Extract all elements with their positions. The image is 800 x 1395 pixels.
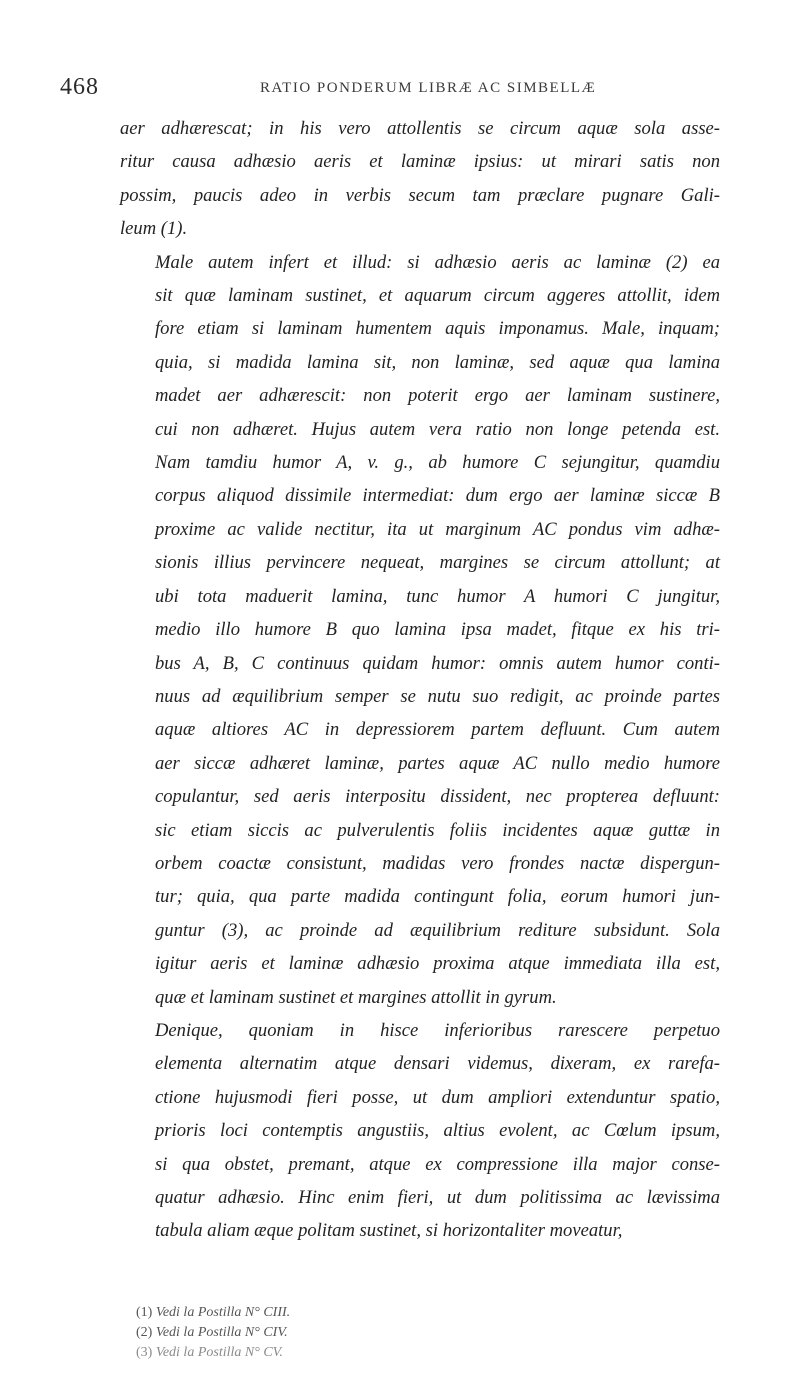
text-line: prioris loci contemptis angustiis, altius evolent, ac Cœlum ipsum, xyxy=(155,1120,720,1142)
text-line: copulantur, sed aeris interpositu dissident, nec propterea defluunt: xyxy=(155,786,720,808)
text-line: tur; quia, qua parte madida contingunt folia, eorum humori jun- xyxy=(155,886,720,908)
footnotes xyxy=(136,1303,536,1363)
footnote-text: Vedi la Postilla N° CIV. xyxy=(155,1325,288,1340)
text-line: medio illo humore B quo lamina ipsa madet, fitque ex his tri- xyxy=(155,619,720,641)
footnote-text: Vedi la Postilla N° CIII. xyxy=(155,1305,291,1320)
footnote xyxy=(136,1343,536,1363)
text-line: Denique, quoniam in hisce inferioribus rarescere perpetuo xyxy=(155,1019,720,1041)
text-line: guntur (3), ac proinde ad æquilibrium rediture subsidunt. Sola xyxy=(155,919,720,941)
text-line: leum (1). xyxy=(120,218,188,240)
text-line: madet aer adhærescit: non poterit ergo aer laminam sustinere, xyxy=(155,385,720,407)
text-line: Male autem infert et illud: si adhæsio aeris ac laminæ (2) ea xyxy=(155,251,720,273)
footnote xyxy=(136,1303,536,1323)
text-line: orbem coactæ consistunt, madidas vero frondes nactæ dispergun- xyxy=(155,852,720,874)
text-line: quia, si madida lamina sit, non laminæ, sed aquæ qua lamina xyxy=(155,351,720,373)
footnote-mark: (1) xyxy=(136,1305,156,1320)
text-line: bus A, B, C continuus quidam humor: omnis autem humor conti- xyxy=(155,652,720,674)
running-head: RATIO PONDERUM LIBRÆ AC SIMBELLÆ xyxy=(260,80,597,96)
text-line: aer siccæ adhæret laminæ, partes aquæ AC nullo medio humore xyxy=(155,752,720,774)
text-line: elementa alternatim atque densari videmus, dixeram, ex rarefa- xyxy=(155,1053,720,1075)
footnote-text: Vedi la Postilla N° CV. xyxy=(155,1345,283,1360)
footnote-mark: (3) xyxy=(136,1345,156,1360)
paragraph xyxy=(120,112,720,246)
text-line: cui non adhæret. Hujus autem vera ratio non longe petenda est. xyxy=(155,418,720,440)
footnote-mark: (2) xyxy=(136,1325,156,1340)
text-line: proxime ac valide nectitur, ita ut marginum AC pondus vim adhæ- xyxy=(155,518,720,540)
page-header xyxy=(60,74,700,104)
text-line: tabula aliam æque politam sustinet, si horizontaliter moveatur, xyxy=(155,1220,623,1242)
footnote xyxy=(136,1323,536,1343)
text-line: possim, paucis adeo in verbis secum tam præclare pugnare Gali- xyxy=(120,184,720,206)
text-line: Nam tamdiu humor A, v. g., ab humore C sejungitur, quamdiu xyxy=(155,452,720,474)
text-line: ctione hujusmodi fieri posse, ut dum ampliori extenduntur spatio, xyxy=(155,1086,720,1108)
text-line: corpus aliquod dissimile intermediat: dum ergo aer laminæ siccæ B xyxy=(155,485,720,507)
text-line: fore etiam si laminam humentem aquis imponamus. Male, inquam; xyxy=(155,318,720,340)
text-line: aer adhærescat; in his vero attollentis se circum aquæ sola asse- xyxy=(120,118,720,139)
body-text xyxy=(120,112,720,1248)
text-line: nuus ad æquilibrium semper se nutu suo redigit, ac proinde partes xyxy=(155,685,720,707)
text-line: sic etiam siccis ac pulverulentis foliis incidentes aquæ guttæ in xyxy=(155,819,720,841)
text-line: quatur adhæsio. Hinc enim fieri, ut dum politissima ac lævissima xyxy=(155,1187,720,1208)
text-line: aquæ altiores AC in depressiorem partem defluunt. Cum autem xyxy=(155,719,720,741)
paragraph xyxy=(120,1014,720,1248)
text-line: ritur causa adhæsio aeris et laminæ ipsius: ut mirari satis non xyxy=(120,151,720,173)
text-line: ubi tota maduerit lamina, tunc humor A humori C jungitur, xyxy=(155,585,720,607)
text-line: igitur aeris et laminæ adhæsio proxima atque immediata illa est, xyxy=(155,953,720,975)
text-line: sit quæ laminam sustinet, et aquarum circum aggeres attollit, idem xyxy=(155,285,720,307)
page-number: 468 xyxy=(60,74,99,100)
paragraph xyxy=(120,246,720,1014)
text-line: si qua obstet, premant, atque ex compressione illa major conse- xyxy=(155,1153,720,1175)
text-line: quæ et laminam sustinet et margines attollit in gyrum. xyxy=(155,986,557,1008)
text-line: sionis illius pervincere nequeat, margines se circum attollunt; at xyxy=(155,552,720,574)
